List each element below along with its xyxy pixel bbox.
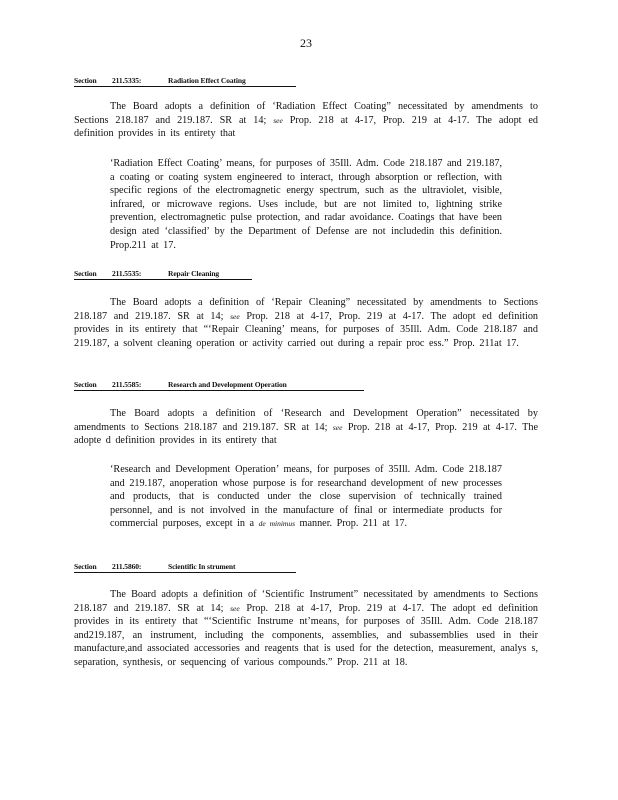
section-number: 211.5335:: [112, 76, 142, 85]
see-signal: see: [230, 311, 240, 321]
definition-quote: ‘Research and Development Operation’ means, for purposes of 35Ill. Adm. Code 218.187 and 219.187, anoperation whose purpose is for researchand development of new processes and products, that is conducted under the close supervision of technically trained personnel, and is not involved in the manufacture of final or intermediate products for commercial purposes, except in a de minimus manner. Prop. 211 at 17.: [110, 464, 502, 530]
section-label: Section: [74, 562, 97, 571]
section-paragraph: The Board adopts a definition of ‘Repair Cleaning” necessitated by amendments to Sections 218.187 and 219.187. SR at 14; see Prop. 218 at 4-17, Prop. 219 at 4-17. The adopt ed definition provides in its entirety that “‘Repair Cleaning’ means, for purposes of 35Ill. Adm. Code 218.187 and 219.187, a solvent cleaning operation or activity carried out during a repair proc ess.” Prop. 211at 17.: [74, 297, 539, 349]
definition-quote: ‘Radiation Effect Coating’ means, for purposes of 35Ill. Adm. Code 218.187 and 219.187, a coating or coating system engineered to interact, through absorption or reflection, with specific regions of the electromagnetic energy spectrum, such as the ultraviolet, visible, infrared, or microwave regions. Uses include, but are not limited to, lightning strike prevention, electromagnetic pulse protection, and radar avoidance. Coatings that have been design ated ‘classified’ by the Department of Defense are not includedin this definition. Prop.211 at 17.: [110, 158, 502, 251]
section-rule: [74, 279, 252, 280]
see-signal: see: [230, 603, 240, 613]
section-label: Section: [74, 269, 97, 278]
latin-phrase: de minimus: [258, 519, 295, 529]
section-number: 211.5535:: [112, 269, 142, 278]
section-title: Scientific In strument: [168, 562, 236, 571]
section-number: 211.5860:: [112, 562, 142, 571]
section-number: 211.5585:: [112, 380, 142, 389]
see-signal: see: [332, 422, 343, 432]
section-rule: [74, 572, 296, 573]
section-title: Repair Cleaning: [168, 269, 220, 278]
see-signal: see: [273, 115, 283, 125]
section-label: Section: [74, 380, 97, 389]
section-rule: [74, 390, 364, 391]
section-title: Research and Development Operation: [168, 380, 287, 389]
page-number: 23: [300, 36, 312, 50]
section-paragraph: The Board adopts a definition of ‘Scientific Instrument” necessitated by amendments to Sections 218.187 and 219.187. SR at 14; see Prop. 218 at 4-17, Prop. 219 at 4-17. The adopt ed definition provides in its entirety that “‘Scientific Instrume nt’means, for purposes of 35Ill. Adm. Code 218.187 and219.187, an instrument, including the components, assemblies, and subassemblies used in their manufacture,and associated accessories and reagents that is used for the detection, measurement, analys s, separation, synthesis, or sequencing of various compounds.” Prop. 211 at 18.: [74, 589, 539, 668]
section-paragraph: The Board adopts a definition of ‘Research and Development Operation” necessitated by amendments to Sections 218.187 and 219.187. SR at 14; see Prop. 218 at 4-17, Prop. 219 at 4-17. The adopte d definition provides in its entirety that: [74, 408, 538, 447]
section-label: Section: [74, 76, 97, 85]
section-rule: [74, 86, 296, 87]
section-title: Radiation Effect Coating: [168, 76, 246, 85]
section-paragraph: The Board adopts a definition of ‘Radiation Effect Coating” necessitated by amendments to Sections 218.187 and 219.187. SR at 14; see Prop. 218 at 4-17, Prop. 219 at 4-17. The adopt ed definition provides in its entirety that: [74, 101, 539, 140]
